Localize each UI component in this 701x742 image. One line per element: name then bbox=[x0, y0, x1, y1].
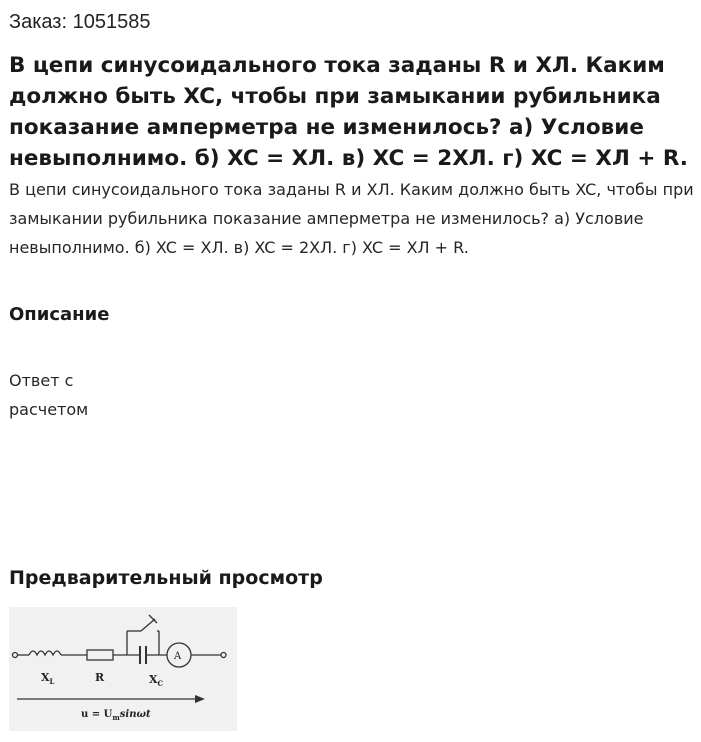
order-number: Заказ: 1051585 bbox=[9, 11, 151, 33]
right-terminal bbox=[221, 653, 226, 658]
circuit-diagram bbox=[9, 607, 237, 731]
preview-heading: Предварительный просмотр bbox=[9, 567, 323, 589]
voltage-label: $u = U_m\sin\omega t$ bbox=[81, 709, 151, 722]
ammeter-label: A bbox=[174, 651, 182, 662]
capacitor-label: $X_C$ bbox=[149, 673, 164, 688]
voltage-arrow-head bbox=[195, 695, 205, 703]
problem-text: В цепи синусоидального тока заданы R и XЛ. Каким должно быть XC, чтобы при замыкании рубильника показание амперметра не изменилось? а) Условие невыполнимо. б) XC = XЛ. в) XC = 2XЛ. г) XC = XЛ + R. bbox=[9, 180, 694, 257]
inductor-coil bbox=[29, 651, 61, 655]
circuit-preview-image[interactable] bbox=[9, 607, 237, 731]
description-heading: Описание bbox=[9, 304, 110, 325]
resistor bbox=[87, 650, 113, 660]
resistor-label: R bbox=[95, 671, 105, 684]
problem-title: В цепи синусоидального тока заданы R и XЛ. Каким должно быть XC, чтобы при замыкании рубильника показание амперметра не изменилось? а) Условие невыполнимо. б) XC = XЛ. в) XC = 2XЛ. г) XC = XЛ + R. bbox=[9, 53, 688, 171]
inductor-label: $X_L$ bbox=[41, 671, 55, 686]
description-text: Ответ с расчетом bbox=[9, 371, 89, 419]
left-terminal bbox=[13, 653, 18, 658]
switch-blade bbox=[141, 619, 155, 631]
